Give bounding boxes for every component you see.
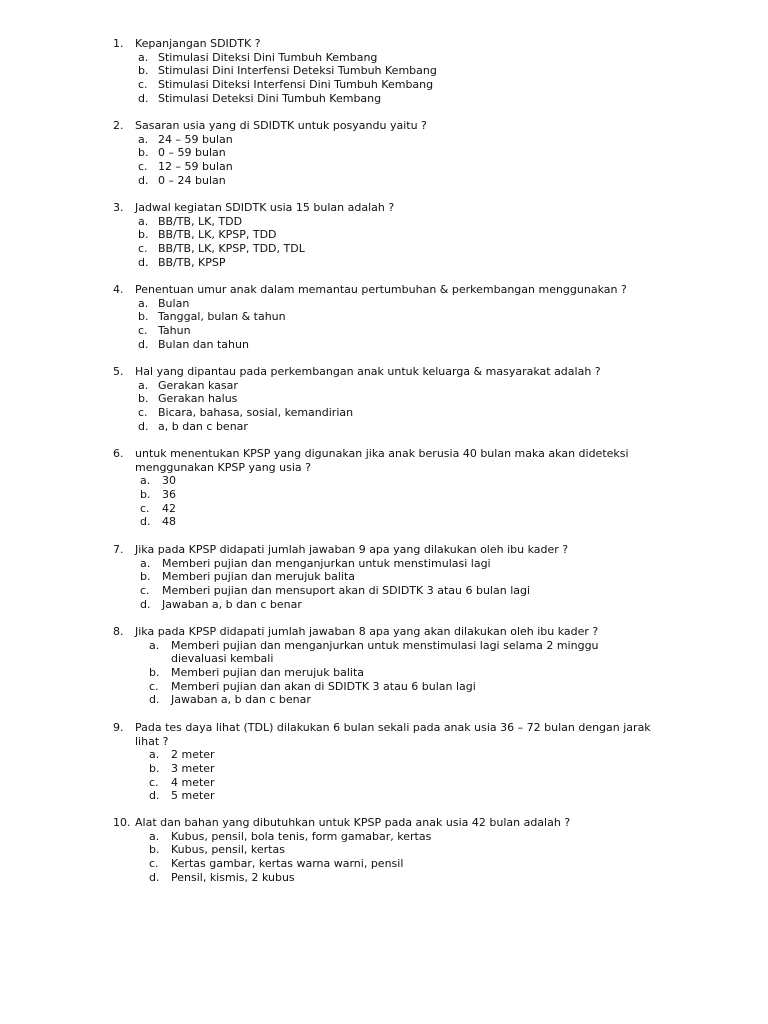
option-text: Memberi pujian dan menganjurkan untuk menstimulasi lagi selama 2 minggu dievaluasi kembali [171,638,599,666]
option-a [113,830,653,844]
option-letter: b. [138,392,149,406]
option-letter: c. [138,324,148,338]
option-text: 30 [162,474,176,488]
option-text: Bicara, bahasa, sosial, kemandirian [158,406,354,420]
question-text: Alat dan bahan yang dibutuhkan untuk KPSP pada anak usia 42 bulan adalah ? [135,816,571,829]
option-letter: d. [149,693,160,707]
option-letter: b. [140,570,151,584]
option-text: Tahun [158,324,191,338]
option-text: Stimulasi Diteksi Interfensi Dini Tumbuh Kembang [158,78,434,92]
option-letter: a. [138,296,149,310]
option-text: Kertas gambar, kertas warna warni, pensil [171,857,404,871]
option-text: 42 [162,501,176,515]
option-letter: d. [138,337,149,351]
option-d [113,693,653,707]
option-a [113,297,653,311]
option-letter: a. [138,132,149,146]
option-text: Memberi pujian dan akan di SDIDTK 3 atau 6 bulan lagi [171,679,476,693]
question-text: Sasaran usia yang di SDIDTK untuk posyandu yaitu ? [135,119,427,132]
question-text: Penentuan umur anak dalam memantau pertumbuhan & perkembangan menggunakan ? [135,283,627,296]
option-text: Memberi pujian dan mensuport akan di SDIDTK 3 atau 6 bulan lagi [162,584,531,598]
option-b [113,310,653,324]
option-text: Stimulasi Dini Interfensi Deteksi Tumbuh Kembang [158,64,437,78]
option-letter: d. [138,91,149,105]
option-text: Kubus, pensil, bola tenis, form gamabar, kertas [171,829,432,843]
question-number: 5. [113,365,124,378]
question-number: 10. [113,816,131,829]
option-d [113,338,653,352]
option-letter: a. [138,378,149,392]
option-d [113,92,653,106]
option-text: 12 – 59 bulan [158,160,233,174]
option-a [113,639,653,666]
option-d [113,598,653,612]
option-text: Memberi pujian dan merujuk balita [171,666,365,680]
option-letter: d. [149,789,160,803]
option-text: Bulan dan tahun [158,337,249,351]
question-7 [113,543,653,611]
option-letter: a. [140,556,151,570]
question-text: Jika pada KPSP didapati jumlah jawaban 8 apa yang akan dilakukan oleh ibu kader ? [135,625,599,638]
option-letter: a. [149,829,160,843]
option-c [113,776,653,790]
option-text: 24 – 59 bulan [158,132,233,146]
option-text: BB/TB, LK, KPSP, TDD [158,228,277,242]
option-letter: b. [149,666,160,680]
option-b [113,666,653,680]
option-letter: c. [138,242,148,256]
question-4 [113,283,653,351]
option-d [113,871,653,885]
option-text: 4 meter [171,775,215,789]
option-text: Memberi pujian dan menganjurkan untuk menstimulasi lagi [162,556,491,570]
option-c [113,680,653,694]
option-text: Gerakan halus [158,392,238,406]
option-c [113,406,653,420]
option-d [113,420,653,434]
option-letter: c. [140,501,150,515]
option-a [113,748,653,762]
option-a [113,51,653,65]
question-number: 4. [113,283,124,296]
option-a [113,557,653,571]
option-letter: d. [140,597,151,611]
option-c [113,584,653,598]
option-text: Bulan [158,296,190,310]
option-letter: a. [149,638,160,652]
question-2 [113,119,653,187]
question-8 [113,625,653,707]
option-d [113,515,653,529]
option-letter: a. [138,214,149,228]
question-text: Pada tes daya lihat (TDL) dilakukan 6 bulan sekali pada anak usia 36 – 72 bulan dengan jarak lihat ? [135,721,651,748]
option-letter: c. [138,78,148,92]
question-text: Kepanjangan SDIDTK ? [135,37,261,50]
option-text: Pensil, kismis, 2 kubus [171,870,295,884]
option-a [113,215,653,229]
option-text: 48 [162,515,176,529]
option-text: Stimulasi Diteksi Dini Tumbuh Kembang [158,50,378,64]
question-text: Jika pada KPSP didapati jumlah jawaban 9 apa yang dilakukan oleh ibu kader ? [135,543,569,556]
option-letter: c. [140,584,150,598]
option-letter: b. [138,228,149,242]
option-text: Gerakan kasar [158,378,238,392]
question-number: 2. [113,119,124,132]
option-d [113,174,653,188]
option-letter: b. [138,64,149,78]
option-text: Kubus, pensil, kertas [171,843,285,857]
question-number: 9. [113,721,124,734]
option-text: BB/TB, KPSP [158,255,226,269]
option-letter: a. [140,474,151,488]
question-10 [113,816,653,884]
question-number: 7. [113,543,124,556]
option-text: 2 meter [171,748,215,762]
option-b [113,64,653,78]
option-text: 5 meter [171,789,215,803]
option-c [113,242,653,256]
option-letter: d. [138,255,149,269]
option-b [113,488,653,502]
option-letter: a. [138,50,149,64]
option-b [113,762,653,776]
option-d [113,256,653,270]
question-text: Jadwal kegiatan SDIDTK usia 15 bulan adalah ? [135,201,395,214]
question-3 [113,201,653,269]
option-text: 0 – 59 bulan [158,146,226,160]
option-d [113,789,653,803]
question-text: Hal yang dipantau pada perkembangan anak untuk keluarga & masyarakat adalah ? [135,365,601,378]
option-letter: d. [140,515,151,529]
option-a [113,133,653,147]
option-text: 3 meter [171,762,215,776]
option-letter: d. [138,419,149,433]
option-a [113,379,653,393]
option-letter: c. [149,679,159,693]
option-c [113,160,653,174]
option-letter: c. [138,160,148,174]
question-5 [113,365,653,433]
option-letter: c. [149,857,159,871]
option-text: Memberi pujian dan merujuk balita [162,570,356,584]
option-c [113,78,653,92]
question-9 [113,721,653,803]
option-letter: b. [149,843,160,857]
option-a [113,474,653,488]
option-letter: b. [138,146,149,160]
option-letter: a. [149,748,160,762]
option-letter: b. [138,310,149,324]
option-text: BB/TB, LK, KPSP, TDD, TDL [158,242,305,256]
option-c [113,502,653,516]
option-c [113,857,653,871]
question-number: 1. [113,37,124,50]
option-letter: c. [138,406,148,420]
option-c [113,324,653,338]
option-b [113,392,653,406]
option-text: Stimulasi Deteksi Dini Tumbuh Kembang [158,91,382,105]
option-text: Jawaban a, b dan c benar [162,597,302,611]
option-text: Jawaban a, b dan c benar [171,693,311,707]
option-text: BB/TB, LK, TDD [158,214,243,228]
option-letter: c. [149,775,159,789]
question-number: 3. [113,201,124,214]
option-letter: b. [140,488,151,502]
option-letter: d. [138,173,149,187]
question-number: 8. [113,625,124,638]
question-text: untuk menentukan KPSP yang digunakan jika anak berusia 40 bulan maka akan dideteksi menggunakan KPSP yang usia ? [135,447,629,474]
option-b [113,146,653,160]
option-letter: d. [149,870,160,884]
option-text: Tanggal, bulan & tahun [158,310,286,324]
option-text: 0 – 24 bulan [158,173,226,187]
option-text: 36 [162,488,176,502]
option-b [113,570,653,584]
question-1 [113,37,653,105]
option-b [113,843,653,857]
question-6 [113,447,653,529]
question-number: 6. [113,447,124,460]
option-text: a, b dan c benar [158,419,248,433]
option-b [113,228,653,242]
option-letter: b. [149,762,160,776]
